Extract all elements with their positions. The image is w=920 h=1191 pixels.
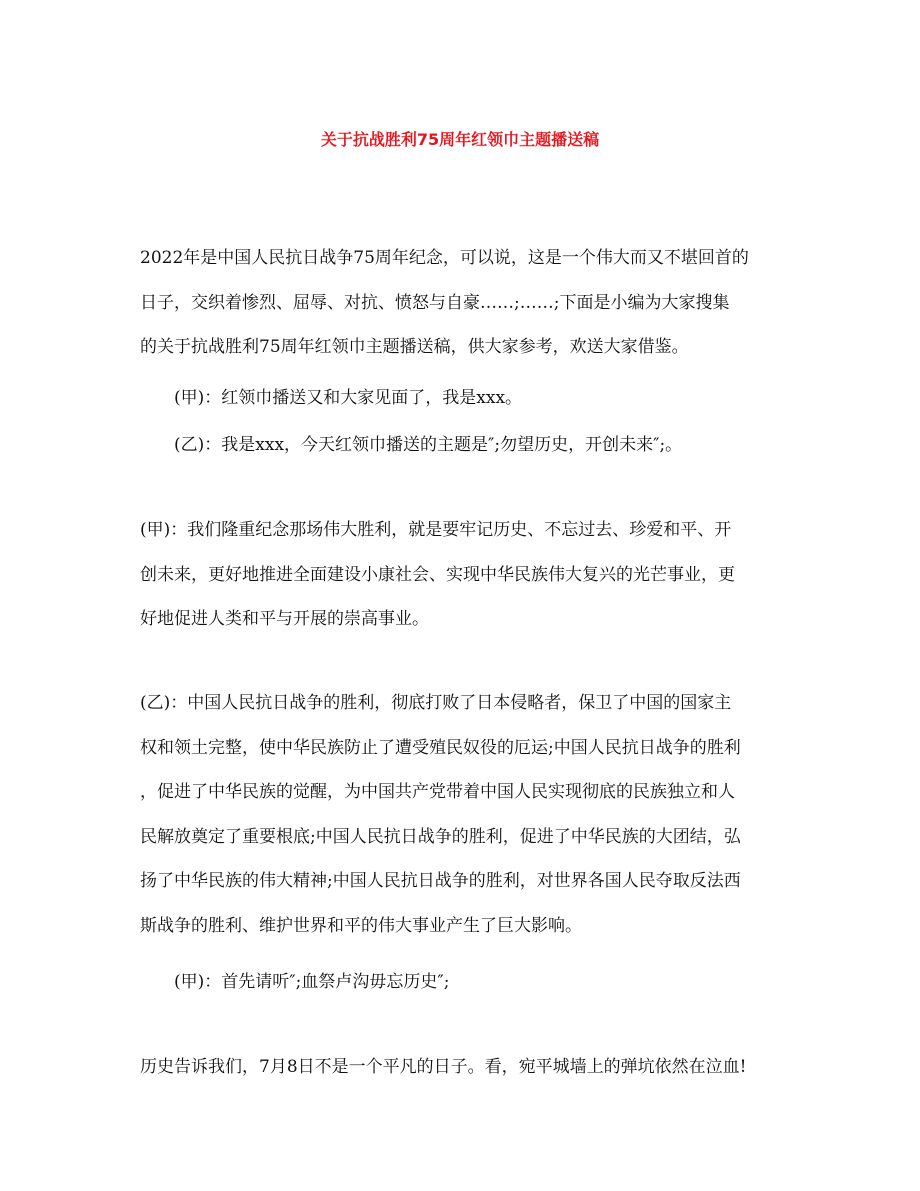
paragraph-jia-greeting bbox=[174, 376, 780, 421]
text-line: 日子，交织着惨烈、屈辱、对抗、愤怒与自豪……;……;下面是小编为大家搜集 bbox=[140, 292, 730, 313]
paragraph-intro bbox=[140, 236, 780, 370]
paragraph-jia-commemoration bbox=[140, 508, 780, 642]
text-line: ，促进了中华民族的觉醒，为中国共产党带着中国人民实现彻底的民族独立和人 bbox=[140, 782, 735, 802]
paragraph-jia-listen bbox=[174, 960, 780, 1005]
text-line: 斯战争的胜利、维护世界和平的伟大事业产生了巨大影响。 bbox=[140, 915, 582, 936]
text-line: 创未来，更好地推进全面建设小康社会、实现中华民族伟大复兴的光芒事业，更 bbox=[140, 564, 735, 585]
text-line: 2022年是中国人民抗日战争75周年纪念，可以说，这是一个伟大而又不堪回首的 bbox=[140, 248, 749, 268]
text-line: (乙)：中国人民抗日战争的胜利，彻底打败了日本侵略者，保卫了中国的国家主 bbox=[140, 693, 732, 713]
text-line: 权和领土完整，使中华民族防止了遭受殖民奴役的厄运;中国人民抗日战争的胜利 bbox=[140, 737, 741, 758]
text-line: 历史告诉我们，7月8日不是一个平凡的日子。看，宛平城墙上的弹坑依然在泣血! bbox=[140, 1057, 747, 1077]
text-line: (甲)：红领巾播送又和大家见面了，我是xxx。 bbox=[174, 388, 523, 408]
text-line: 扬了中华民族的伟大精神;中国人民抗日战争的胜利，对世界各国人民夺取反法西 bbox=[140, 871, 741, 891]
paragraph-yi-victory bbox=[140, 681, 780, 948]
paragraph-history bbox=[140, 1045, 780, 1090]
text-line: 的关于抗战胜利75周年红领巾主题播送稿，供大家参考，欢送大家借鉴。 bbox=[140, 337, 689, 357]
text-line: (乙)：我是xxx，今天红领巾播送的主题是″;勿望历史，开创未来″;。 bbox=[174, 435, 683, 455]
text-line: 好地促进人类和平与开展的崇高事业。 bbox=[140, 609, 429, 629]
document-title: 关于抗战胜利75周年红领巾主题播送稿 bbox=[320, 130, 600, 149]
text-line: 民解放奠定了重要根底;中国人民抗日战争的胜利，促进了中华民族的大团结，弘 bbox=[140, 826, 741, 847]
text-line: (甲)：首先请听″;血祭卢沟毋忘历史″; bbox=[174, 972, 450, 992]
paragraph-yi-theme bbox=[174, 423, 780, 468]
text-line: (甲)：我们隆重纪念那场伟大胜利，就是要牢记历史、不忘过去、珍爱和平、开 bbox=[140, 520, 732, 540]
